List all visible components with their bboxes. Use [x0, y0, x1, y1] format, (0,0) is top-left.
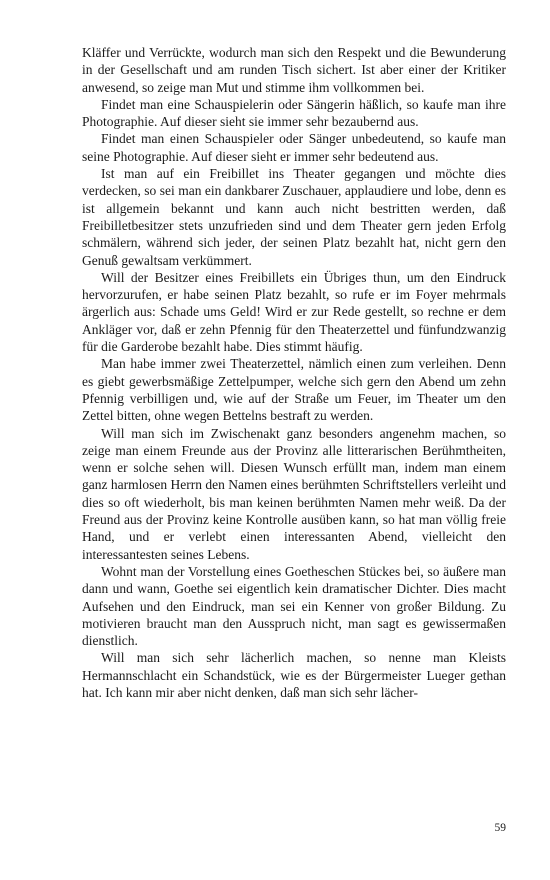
paragraph-1: Kläffer und Verrückte, wodurch man sich den Respekt und die Bewunderung in der Gesellschaft und am runden Tisch sichert. Ist aber einer der Kritiker anwesend, so zeige man Mut und stimme ihm vollkommen bei. [82, 45, 506, 95]
paragraph-7: Will man sich im Zwischenakt ganz besonders angenehm machen, so zeige man einem Freunde aus der Provinz alle litterarischen Berühmtheiten, wenn er solche sehen will. Diesen Wunsch erfüllt man, indem man einem ganz harmlosen Herrn den Namen eines berühmten Schriftstellers verleiht und dies so oft wiederholt, bis man keinen berühmten Namen mehr weiß. Da der Freund aus der Provinz keine Kontrolle ausüben kann, so hat man völlig freie Hand, und er verlebt einen interessanten Abend, vielleicht den interessantesten seines Lebens. [82, 425, 506, 562]
paragraph-6: Man habe immer zwei Theaterzettel, nämlich einen zum verleihen. Denn es giebt gewerbsmäßige Zettelpumper, welche sich gern den Abend um zehn Pfennig verbilligen und, wie auf der Straße um Feuer, im Theater um den Zettel bitten, ohne wegen Bettelns bestraft zu werden. [82, 356, 506, 424]
paragraph-9: Will man sich sehr lächerlich machen, so nenne man Kleists Hermannschlacht ein Schandstück, wie es der Bürgermeister Lueger gethan hat. Ich kann mir aber nicht denken, daß man sich sehr lächer- [82, 650, 506, 700]
body-text [82, 44, 506, 701]
paragraph-5: Will der Besitzer eines Freibillets ein Übriges thun, um den Eindruck hervorzurufen, er habe seinen Platz bezahlt, so rufe er im Foyer mehrmals ärgerlich aus: Schade ums Geld! Wird er zur Rede gestellt, so rechne er dem Ankläger vor, daß er zehn Pfennig für den Theaterzettel und fünfundzwanzig für die Garderobe bezahlt habe. Dies stimmt häufig. [82, 269, 506, 355]
paragraph-2: Findet man eine Schauspielerin oder Sängerin häßlich, so kaufe man ihre Photographie. Auf dieser sieht sie immer sehr bezaubernd aus. [82, 96, 506, 130]
paragraph-8: Wohnt man der Vorstellung eines Goetheschen Stückes bei, so äußere man dann und wann, Goethe sei eigentlich kein dramatischer Dichter. Dies macht Aufsehen und den Eindruck, man sei ein Kenner von großer Bildung. Zu motivieren braucht man den Ausspruch nicht, man sagt es gewissermaßen dienstlich. [82, 563, 506, 649]
paragraph-4: Ist man auf ein Freibillet ins Theater gegangen und möchte dies verdecken, so sei man ein dankbarer Zuschauer, applaudiere und lobe, denn es ist allgemein bekannt und kann auch nicht bestritten werden, daß Freibilletbesitzer stets unzufrieden sind und dem Theater gern jeden Erfolg schmälern, während sich jeder, der seinen Platz bezahlt hat, nicht gern den Genuß gewaltsam verkümmert. [82, 166, 506, 268]
page-number: 59 [494, 822, 506, 834]
paragraph-3: Findet man einen Schauspieler oder Sänger unbedeutend, so kaufe man seine Photographie. Auf dieser sieht er immer sehr bedeutend aus. [82, 131, 506, 164]
